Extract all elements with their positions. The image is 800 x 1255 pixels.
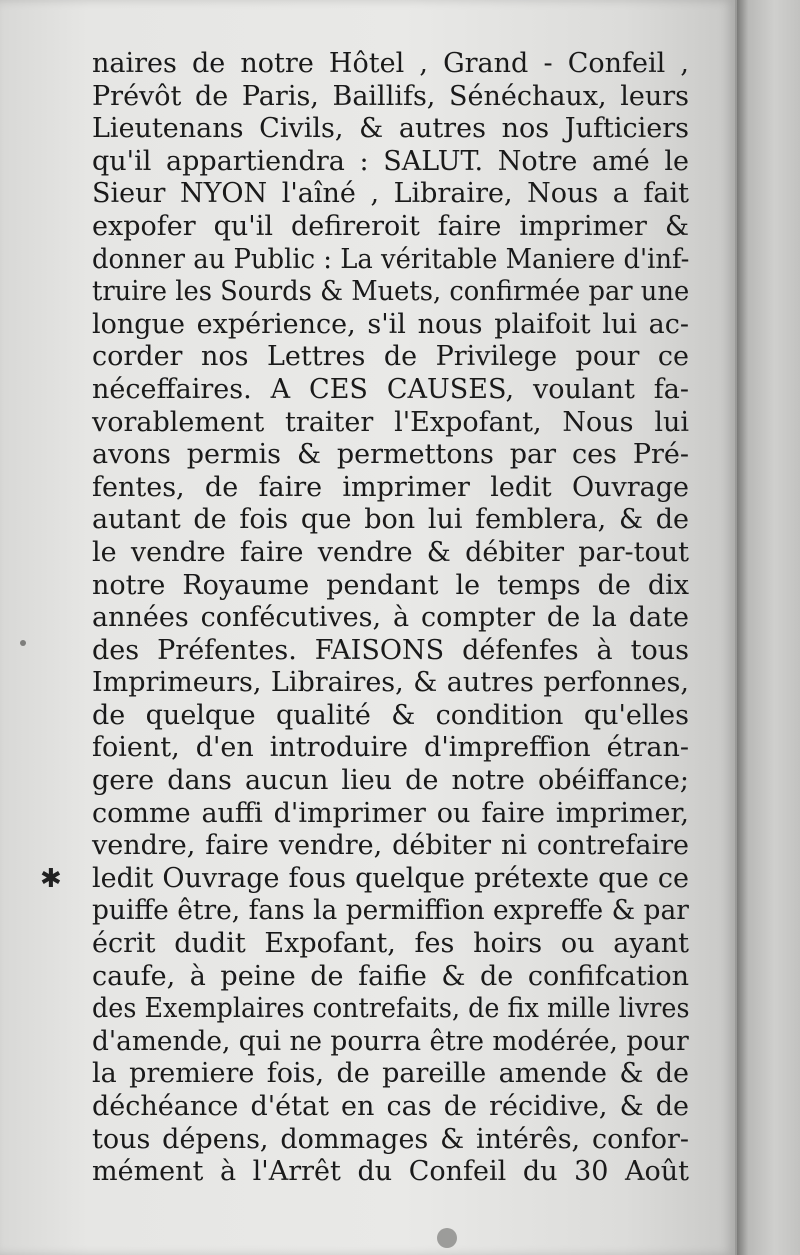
text-line: le vendre faire vendre & débiter par-tout: [92, 536, 689, 568]
text-line: Prévôt de Paris, Baillifs, Sénéchaux, leurs: [92, 80, 689, 112]
text-line: déchéance d'état en cas de récidive, & de: [92, 1091, 689, 1122]
text-line: la premiere fois, de pareille amende & de: [92, 1058, 689, 1090]
text-line: mément à l'Arrêt du Confeil du 30 Août: [92, 1156, 689, 1188]
text-line: vendre, faire vendre, débiter ni contrefaire: [92, 830, 689, 862]
text-line: des Exemplaires contrefaits, de fix mille livres: [92, 993, 690, 1025]
text-line: autant de fois que bon lui femblera, & de: [92, 504, 689, 536]
text-line: vorablement traiter l'Expofant, Nous lui: [92, 406, 689, 438]
text-line: néceffaires. A CES CAUSES, voulant fa-: [92, 373, 689, 405]
text-line: caufe, à peine de faifie & de confifcation: [92, 960, 689, 992]
text-line: comme auffi d'imprimer ou faire imprimer,: [92, 797, 689, 829]
text-line: Imprimeurs, Libraires, & autres perfonnes,: [92, 667, 689, 699]
text-line: Lieutenans Civils, & autres nos Jufticiers: [92, 113, 689, 145]
text-line: corder nos Lettres de Privilege pour ce: [92, 341, 689, 373]
text-line: truire les Sourds & Muets, confirmée par une: [92, 276, 690, 308]
text-line: longue expérience, s'il nous plaifoit lui ac-: [92, 308, 689, 340]
text-line: tous dépens, dommages & intérês, confor-: [92, 1123, 689, 1155]
text-line: expofer qu'il defireroit faire imprimer &: [92, 210, 689, 242]
text-line: puiffe être, fans la permiffion expreffe & par: [92, 895, 689, 927]
text-line: Sieur NYON l'aîné , Libraire, Nous a fait: [92, 178, 689, 210]
text-line: naires de notre Hôtel , Grand - Confeil ,: [92, 48, 689, 79]
text-line: foient, d'en introduire d'impreffion étran-: [92, 732, 689, 764]
adjacent-page-edge: [737, 0, 800, 1255]
text-line: de quelque qualité & condition qu'elles: [92, 699, 689, 731]
text-line: qu'il appartiendra : SALUT. Notre amé le: [92, 145, 689, 177]
text-line: fentes, de faire imprimer ledit Ouvrage: [92, 471, 689, 503]
text-line: des Préfentes. FAISONS défenfes à tous: [92, 634, 689, 666]
text-line: gere dans aucun lieu de notre obéiffance;: [92, 765, 689, 797]
text-line: avons permis & permettons par ces Pré-: [92, 439, 689, 471]
text-line: d'amende, qui ne pourra être modérée, pour: [92, 1025, 689, 1057]
paper-stain: [437, 1228, 457, 1248]
text-line: écrit dudit Expofant, fes hoirs ou ayant: [92, 928, 689, 960]
text-line: notre Royaume pendant le temps de dix: [92, 569, 689, 601]
text-line: donner au Public : La véritable Maniere d'inf-: [92, 243, 690, 275]
paper-speck: [20, 640, 26, 646]
ink-blot-mark: ✱: [40, 864, 62, 894]
text-line: ledit Ouvrage fous quelque prétexte que ce: [92, 862, 689, 894]
text-line: années confécutives, à compter de la date: [92, 602, 689, 634]
privilege-text-block: [92, 48, 689, 1189]
